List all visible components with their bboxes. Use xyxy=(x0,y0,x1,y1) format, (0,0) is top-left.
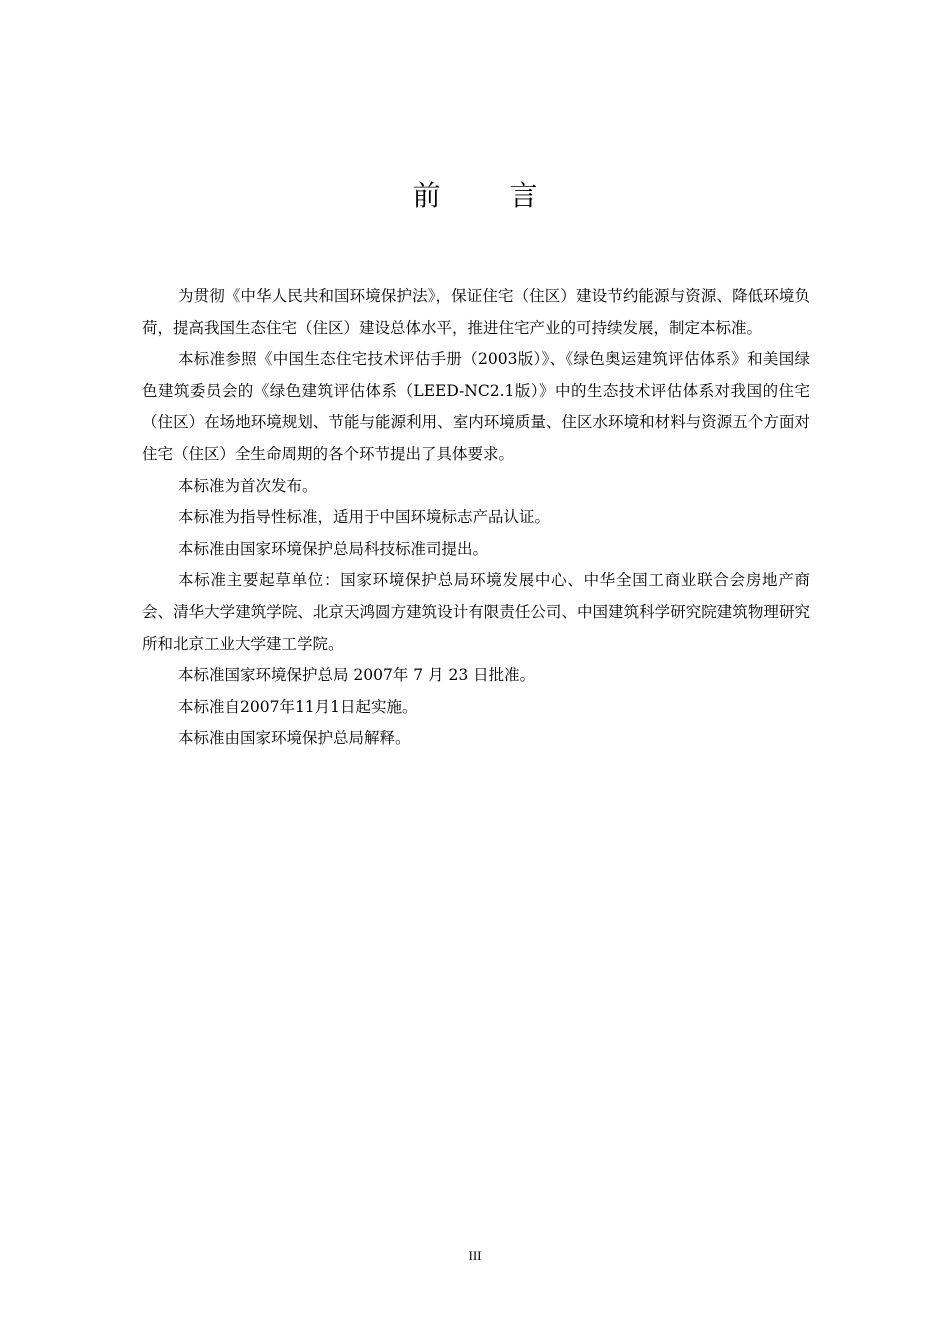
paragraph-purpose: 为贯彻《中华人民共和国环境保护法》，保证住宅（住区）建设节约能源与资源、降低环境负荷，提高我国生态住宅（住区）建设总体水平，推进住宅产业的可持续发展，制定本标准。 xyxy=(142,287,810,337)
paragraph-proposer: 本标准由国家环境保护总局科技标准司提出。 xyxy=(178,539,489,558)
paragraph-interpretation: 本标准由国家环境保护总局解释。 xyxy=(178,729,411,748)
paragraph-first-release: 本标准为首次发布。 xyxy=(178,476,318,495)
paragraph-guidance: 本标准为指导性标准，适用于中国环境标志产品认证。 xyxy=(178,508,551,527)
paragraph-effective-date: 本标准自2007年11月1日起实施。 xyxy=(178,697,418,716)
paragraph-references: 本标准参照《中国生态住宅技术评估手册（2003版）》、《绿色奥运建筑评估体系》和美国绿色建筑委员会的《绿色建筑评估体系（LEED-NC2.1版）》中的生态技术评估体系对我国的住宅（住区）在场地环境规划、节能与能源利用、室内环境质量、住区水环境和材料与资源五个方面对住宅（住区）全生命周期的各个环节提出了具体要求。 xyxy=(142,350,810,463)
paragraph-approval: 本标准国家环境保护总局 2007年 7 月 23 日批准。 xyxy=(178,666,536,685)
page-number: III xyxy=(468,1248,482,1263)
body-text xyxy=(142,281,810,755)
page-title: 前 言 xyxy=(412,179,568,212)
paragraph-drafting-units: 本标准主要起草单位：国家环境保护总局环境发展中心、中华全国工商业联合会房地产商会、清华大学建筑学院、北京天鸿圆方建筑设计有限责任公司、中国建筑科学研究院建筑物理研究所和北京工业大学建工学院。 xyxy=(142,571,810,653)
